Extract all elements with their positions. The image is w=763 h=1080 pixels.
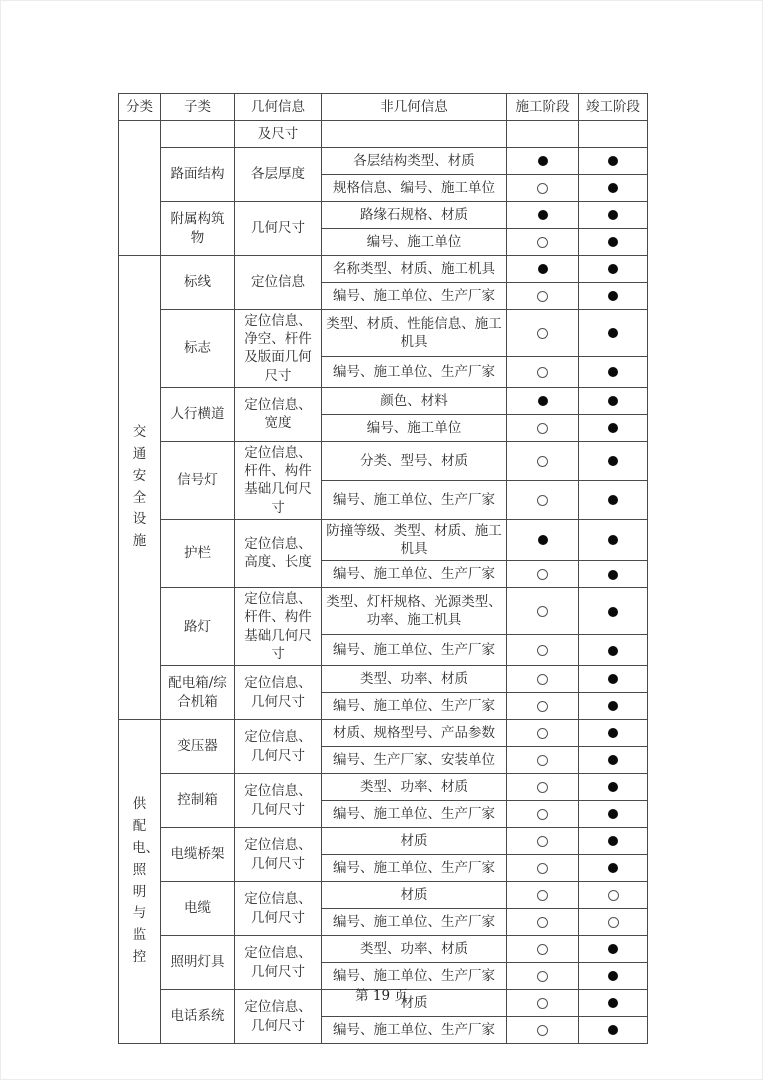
completion-phase-cell — [579, 635, 648, 666]
subclass-label: 配电箱/综合机箱 — [161, 666, 235, 720]
table-row — [119, 256, 648, 283]
completion-phase-cell — [579, 202, 648, 229]
category-label: 交通安全设施 — [132, 423, 147, 550]
construction-phase-cell — [507, 441, 579, 480]
completion-phase-cell — [579, 357, 648, 388]
construction-phase-cell — [507, 720, 579, 747]
completion-phase-cell — [579, 561, 648, 588]
nongeometry-info-label: 材质 — [322, 828, 507, 855]
subclass-label: 控制箱 — [161, 774, 235, 828]
subclass-label: 电缆 — [161, 882, 235, 936]
subclass-label: 照明灯具 — [161, 936, 235, 990]
filled-circle-icon — [608, 971, 618, 981]
geometry-info-label: 定位信息、几何尺寸 — [235, 720, 322, 774]
geometry-info-label: 定位信息、几何尺寸 — [235, 828, 322, 882]
nongeometry-info-label: 防撞等级、类型、材质、施工机具 — [322, 519, 507, 560]
hollow-circle-icon — [537, 944, 548, 955]
construction-phase-cell — [507, 828, 579, 855]
completion-phase-cell — [579, 229, 648, 256]
construction-phase-cell — [507, 519, 579, 560]
construction-phase-cell — [507, 936, 579, 963]
geometry-info-label: 定位信息、净空、杆件及版面几何尺寸 — [235, 310, 322, 388]
table-row — [119, 936, 648, 963]
nongeometry-info-label: 编号、施工单位、生产厂家 — [322, 480, 507, 519]
completion-phase-cell — [579, 693, 648, 720]
filled-circle-icon — [608, 495, 618, 505]
nongeometry-info-label: 编号、施工单位、生产厂家 — [322, 283, 507, 310]
completion-phase-cell — [579, 828, 648, 855]
construction-phase-cell — [507, 414, 579, 441]
completion-phase-cell — [579, 1017, 648, 1044]
filled-circle-icon — [608, 570, 618, 580]
table-row — [119, 148, 648, 175]
hollow-circle-icon — [537, 606, 548, 617]
geometry-info-label: 定位信息、几何尺寸 — [235, 666, 322, 720]
header-subclass: 子类 — [161, 94, 235, 121]
nongeometry-info-label: 编号、施工单位、生产厂家 — [322, 693, 507, 720]
header-construction-phase: 施工阶段 — [507, 94, 579, 121]
nongeometry-info-label: 类型、功率、材质 — [322, 774, 507, 801]
table-row — [119, 774, 648, 801]
category-label: 供配电、照明与监控 — [132, 796, 160, 966]
filled-circle-icon — [608, 1025, 618, 1035]
completion-phase-cell — [579, 936, 648, 963]
hollow-circle-icon — [537, 836, 548, 847]
hollow-circle-icon — [537, 645, 548, 656]
construction-phase-cell — [507, 202, 579, 229]
completion-phase-cell — [579, 441, 648, 480]
construction-phase-cell — [507, 666, 579, 693]
construction-phase-cell — [507, 588, 579, 635]
header-nongeometry-info: 非几何信息 — [322, 94, 507, 121]
completion-phase-cell — [579, 666, 648, 693]
hollow-circle-icon — [537, 569, 548, 580]
table-row — [119, 202, 648, 229]
construction-phase-cell — [507, 256, 579, 283]
filled-circle-icon — [608, 367, 618, 377]
header-completion-phase: 竣工阶段 — [579, 94, 648, 121]
filled-circle-icon — [538, 535, 548, 545]
category-cell — [119, 256, 161, 720]
nongeometry-info-label: 编号、施工单位 — [322, 414, 507, 441]
completion-phase-cell — [579, 855, 648, 882]
nongeometry-info-label: 类型、材质、性能信息、施工机具 — [322, 310, 507, 357]
filled-circle-icon — [608, 237, 618, 247]
subclass-label — [161, 121, 235, 148]
nongeometry-info-label: 编号、施工单位、生产厂家 — [322, 561, 507, 588]
nongeometry-info-label: 材质、规格型号、产品参数 — [322, 720, 507, 747]
construction-phase-cell — [507, 310, 579, 357]
filled-circle-icon — [608, 728, 618, 738]
nongeometry-info-label: 类型、灯杆规格、光源类型、功率、施工机具 — [322, 588, 507, 635]
filled-circle-icon — [608, 396, 618, 406]
filled-circle-icon — [538, 264, 548, 274]
subclass-label: 路灯 — [161, 588, 235, 666]
nongeometry-info-label: 编号、施工单位 — [322, 229, 507, 256]
nongeometry-info-label: 编号、施工单位、生产厂家 — [322, 801, 507, 828]
nongeometry-info-label: 类型、功率、材质 — [322, 666, 507, 693]
geometry-info-label: 定位信息、高度、长度 — [235, 519, 322, 587]
geometry-info-label: 定位信息、杆件、构件基础几何尺寸 — [235, 441, 322, 519]
hollow-circle-icon — [537, 674, 548, 685]
filled-circle-icon — [608, 782, 618, 792]
hollow-circle-icon — [537, 423, 548, 434]
info-requirements-table-container — [118, 93, 647, 1044]
construction-phase-cell — [507, 387, 579, 414]
completion-phase-cell — [579, 882, 648, 909]
hollow-circle-icon — [537, 237, 548, 248]
subclass-label: 电缆桥架 — [161, 828, 235, 882]
completion-phase-cell — [579, 387, 648, 414]
completion-phase-cell — [579, 480, 648, 519]
completion-phase-cell — [579, 588, 648, 635]
construction-phase-cell — [507, 175, 579, 202]
table-row — [119, 441, 648, 480]
hollow-circle-icon — [537, 291, 548, 302]
completion-phase-cell — [579, 256, 648, 283]
construction-phase-cell — [507, 229, 579, 256]
construction-phase-cell — [507, 774, 579, 801]
geometry-info-label: 定位信息、几何尺寸 — [235, 774, 322, 828]
completion-phase-cell — [579, 519, 648, 560]
hollow-circle-icon — [537, 183, 548, 194]
hollow-circle-icon — [537, 367, 548, 378]
hollow-circle-icon — [537, 728, 548, 739]
filled-circle-icon — [608, 755, 618, 765]
table-row — [119, 519, 648, 560]
construction-phase-cell — [507, 121, 579, 148]
hollow-circle-icon — [537, 701, 548, 712]
filled-circle-icon — [608, 210, 618, 220]
filled-circle-icon — [608, 183, 618, 193]
construction-phase-cell — [507, 693, 579, 720]
completion-phase-cell — [579, 774, 648, 801]
nongeometry-info-label: 编号、施工单位、生产厂家 — [322, 635, 507, 666]
nongeometry-info-label: 编号、施工单位、生产厂家 — [322, 909, 507, 936]
filled-circle-icon — [608, 863, 618, 873]
table-row — [119, 588, 648, 635]
subclass-label: 标志 — [161, 310, 235, 388]
filled-circle-icon — [608, 456, 618, 466]
filled-circle-icon — [608, 646, 618, 656]
table-row — [119, 666, 648, 693]
geometry-info-label: 定位信息、宽度 — [235, 387, 322, 441]
construction-phase-cell — [507, 283, 579, 310]
construction-phase-cell — [507, 801, 579, 828]
construction-phase-cell — [507, 1017, 579, 1044]
subclass-label: 附属构筑物 — [161, 202, 235, 256]
header-category: 分类 — [119, 94, 161, 121]
construction-phase-cell — [507, 747, 579, 774]
nongeometry-info-label: 类型、功率、材质 — [322, 936, 507, 963]
nongeometry-info-label: 编号、施工单位、生产厂家 — [322, 963, 507, 990]
completion-phase-cell — [579, 121, 648, 148]
hollow-circle-icon — [537, 917, 548, 928]
nongeometry-info-label: 编号、施工单位、生产厂家 — [322, 357, 507, 388]
category-cell — [119, 121, 161, 256]
header-geometry-info: 几何信息 — [235, 94, 322, 121]
construction-phase-cell — [507, 882, 579, 909]
geometry-info-label: 各层厚度 — [235, 148, 322, 202]
geometry-info-label: 定位信息、几何尺寸 — [235, 936, 322, 990]
completion-phase-cell — [579, 414, 648, 441]
nongeometry-info-label: 材质 — [322, 882, 507, 909]
completion-phase-cell — [579, 283, 648, 310]
nongeometry-info-label: 各层结构类型、材质 — [322, 148, 507, 175]
hollow-circle-icon — [608, 890, 619, 901]
construction-phase-cell — [507, 357, 579, 388]
completion-phase-cell — [579, 175, 648, 202]
table-row — [119, 121, 648, 148]
filled-circle-icon — [608, 264, 618, 274]
construction-phase-cell — [507, 635, 579, 666]
geometry-info-label: 定位信息 — [235, 256, 322, 310]
completion-phase-cell — [579, 747, 648, 774]
hollow-circle-icon — [537, 890, 548, 901]
nongeometry-info-label — [322, 121, 507, 148]
nongeometry-info-label: 颜色、材料 — [322, 387, 507, 414]
nongeometry-info-label: 编号、施工单位、生产厂家 — [322, 855, 507, 882]
filled-circle-icon — [608, 809, 618, 819]
page-number: 第 19 页 — [355, 988, 408, 1004]
hollow-circle-icon — [537, 1025, 548, 1036]
geometry-info-label: 定位信息、杆件、构件基础几何尺寸 — [235, 588, 322, 666]
completion-phase-cell — [579, 909, 648, 936]
nongeometry-info-label: 路缘石规格、材质 — [322, 202, 507, 229]
subclass-label: 路面结构 — [161, 148, 235, 202]
table-body — [119, 121, 648, 1044]
hollow-circle-icon — [537, 863, 548, 874]
construction-phase-cell — [507, 148, 579, 175]
filled-circle-icon — [608, 535, 618, 545]
subclass-label: 变压器 — [161, 720, 235, 774]
subclass-label: 信号灯 — [161, 441, 235, 519]
hollow-circle-icon — [537, 755, 548, 766]
hollow-circle-icon — [537, 328, 548, 339]
table-row — [119, 310, 648, 357]
geometry-info-label: 定位信息、几何尺寸 — [235, 990, 322, 1044]
filled-circle-icon — [538, 156, 548, 166]
construction-phase-cell — [507, 909, 579, 936]
filled-circle-icon — [608, 674, 618, 684]
nongeometry-info-label: 分类、型号、材质 — [322, 441, 507, 480]
hollow-circle-icon — [537, 809, 548, 820]
construction-phase-cell — [507, 480, 579, 519]
nongeometry-info-label: 编号、施工单位、生产厂家 — [322, 1017, 507, 1044]
completion-phase-cell — [579, 148, 648, 175]
geometry-info-label: 及尺寸 — [235, 121, 322, 148]
nongeometry-info-label: 名称类型、材质、施工机具 — [322, 256, 507, 283]
nongeometry-info-label: 编号、生产厂家、安装单位 — [322, 747, 507, 774]
filled-circle-icon — [608, 701, 618, 711]
hollow-circle-icon — [537, 495, 548, 506]
table-row — [119, 720, 648, 747]
completion-phase-cell — [579, 720, 648, 747]
filled-circle-icon — [608, 607, 618, 617]
hollow-circle-icon — [537, 456, 548, 467]
completion-phase-cell — [579, 310, 648, 357]
subclass-label: 电话系统 — [161, 990, 235, 1044]
filled-circle-icon — [608, 944, 618, 954]
filled-circle-icon — [538, 210, 548, 220]
completion-phase-cell — [579, 801, 648, 828]
geometry-info-label: 定位信息、几何尺寸 — [235, 882, 322, 936]
header-row — [119, 94, 648, 121]
hollow-circle-icon — [537, 782, 548, 793]
geometry-info-label: 几何尺寸 — [235, 202, 322, 256]
filled-circle-icon — [608, 291, 618, 301]
subclass-label: 人行横道 — [161, 387, 235, 441]
info-requirements-table — [118, 93, 648, 1044]
table-row — [119, 828, 648, 855]
table-row — [119, 882, 648, 909]
filled-circle-icon — [608, 156, 618, 166]
subclass-label: 护栏 — [161, 519, 235, 587]
nongeometry-info-label: 材质 — [322, 990, 507, 1017]
table-row — [119, 387, 648, 414]
filled-circle-icon — [608, 423, 618, 433]
hollow-circle-icon — [537, 971, 548, 982]
subclass-label: 标线 — [161, 256, 235, 310]
hollow-circle-icon — [608, 917, 619, 928]
filled-circle-icon — [538, 396, 548, 406]
filled-circle-icon — [608, 328, 618, 338]
construction-phase-cell — [507, 855, 579, 882]
nongeometry-info-label: 规格信息、编号、施工单位 — [322, 175, 507, 202]
construction-phase-cell — [507, 561, 579, 588]
filled-circle-icon — [608, 836, 618, 846]
